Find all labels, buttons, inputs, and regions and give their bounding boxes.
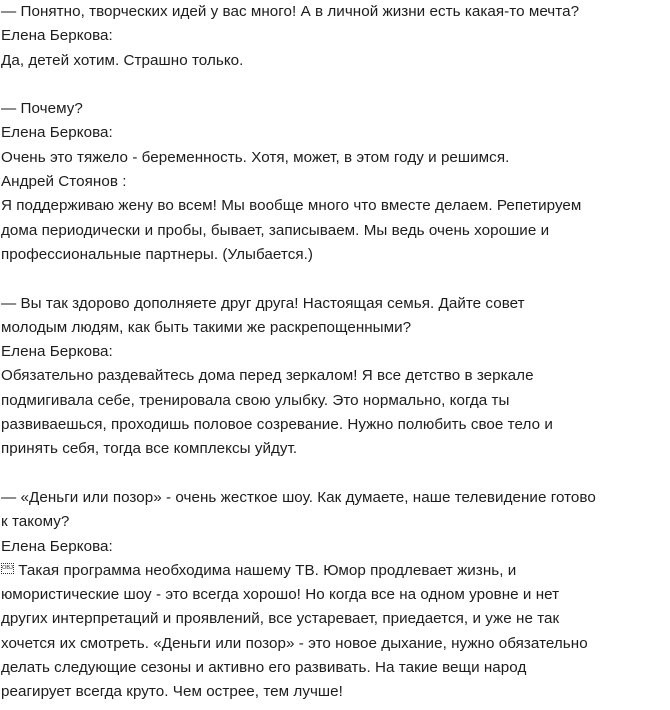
answer-line: хочется их смотреть. «Деньги или позор» - это новое дыхание, нужно обязательно bbox=[1, 634, 588, 652]
answer-line: подмигивала себе, тренировала свою улыбку. Это нормально, когда ты bbox=[1, 391, 510, 409]
answer-line: Я поддерживаю жену во всем! Мы вообще много что вместе делаем. Репетируем bbox=[1, 197, 582, 215]
speaker-name-line: Елена Беркова: bbox=[1, 537, 113, 555]
answer-line: юмористические шоу - это всегда хорошо! Но когда все на одном уровне и нет bbox=[1, 586, 560, 604]
speaker-name-line: Елена Беркова: bbox=[1, 343, 113, 361]
answer-line: Да, детей хотим. Страшно только. bbox=[1, 51, 244, 69]
transcript-lines bbox=[1, 0, 669, 705]
speaker-name-line: Елена Беркова: bbox=[1, 124, 113, 142]
answer-line: Очень это тяжело - беременность. Хотя, может, в этом году и решимся. bbox=[1, 148, 510, 166]
answer-line: Обязательно раздевайтесь дома перед зеркалом! Я все детство в зеркале bbox=[1, 367, 534, 385]
answer-line: принять себя, тогда все комплексы уйдут. bbox=[1, 440, 298, 458]
answer-line: делать следующие сезоны и активно его развивать. На такие вещи народ bbox=[1, 659, 527, 677]
object-replacement-char-icon: OBJ bbox=[1, 563, 14, 574]
answer-line: других интерпретаций и проявлений, все устаревает, приедается, и уже не так bbox=[1, 610, 560, 628]
answer-line: к такому? bbox=[1, 513, 70, 531]
answer-line: развиваешься, проходишь половое созревание. Нужно полюбить свое тело и bbox=[1, 416, 553, 434]
answer-line: профессиональные партнеры. (Улыбается.) bbox=[1, 245, 313, 263]
paragraph-spacer bbox=[1, 267, 669, 291]
speaker-name-line: Андрей Стоянов : bbox=[1, 173, 127, 191]
speaker-name-line: Елена Беркова: bbox=[1, 27, 113, 45]
answer-line: молодым людям, как быть такими же раскрепощенными? bbox=[1, 318, 412, 336]
interviewer-question-line: — «Деньги или позор» - очень жесткое шоу. Как думаете, наше телевидение готово bbox=[1, 488, 596, 506]
answer-line: реагирует всегда круто. Чем острее, тем лучше! bbox=[1, 683, 343, 701]
interviewer-question-line: — Вы так здорово дополняете друг друга! Настоящая семья. Дайте совет bbox=[1, 294, 525, 312]
answer-line: дома периодически и пробы, бывает, записываем. Мы ведь очень хорошие и bbox=[1, 221, 550, 239]
paragraph-spacer bbox=[1, 73, 669, 97]
interviewer-question-line: — Понятно, творческих идей у вас много! А в личной жизни есть какая-то мечта? bbox=[1, 3, 580, 20]
interviewer-question-line: — Почему? bbox=[1, 100, 83, 118]
answer-line: OBJ Такая программа необходима нашему ТВ. Юмор продлевает жизнь, и bbox=[2, 561, 517, 579]
paragraph-spacer bbox=[1, 462, 669, 486]
